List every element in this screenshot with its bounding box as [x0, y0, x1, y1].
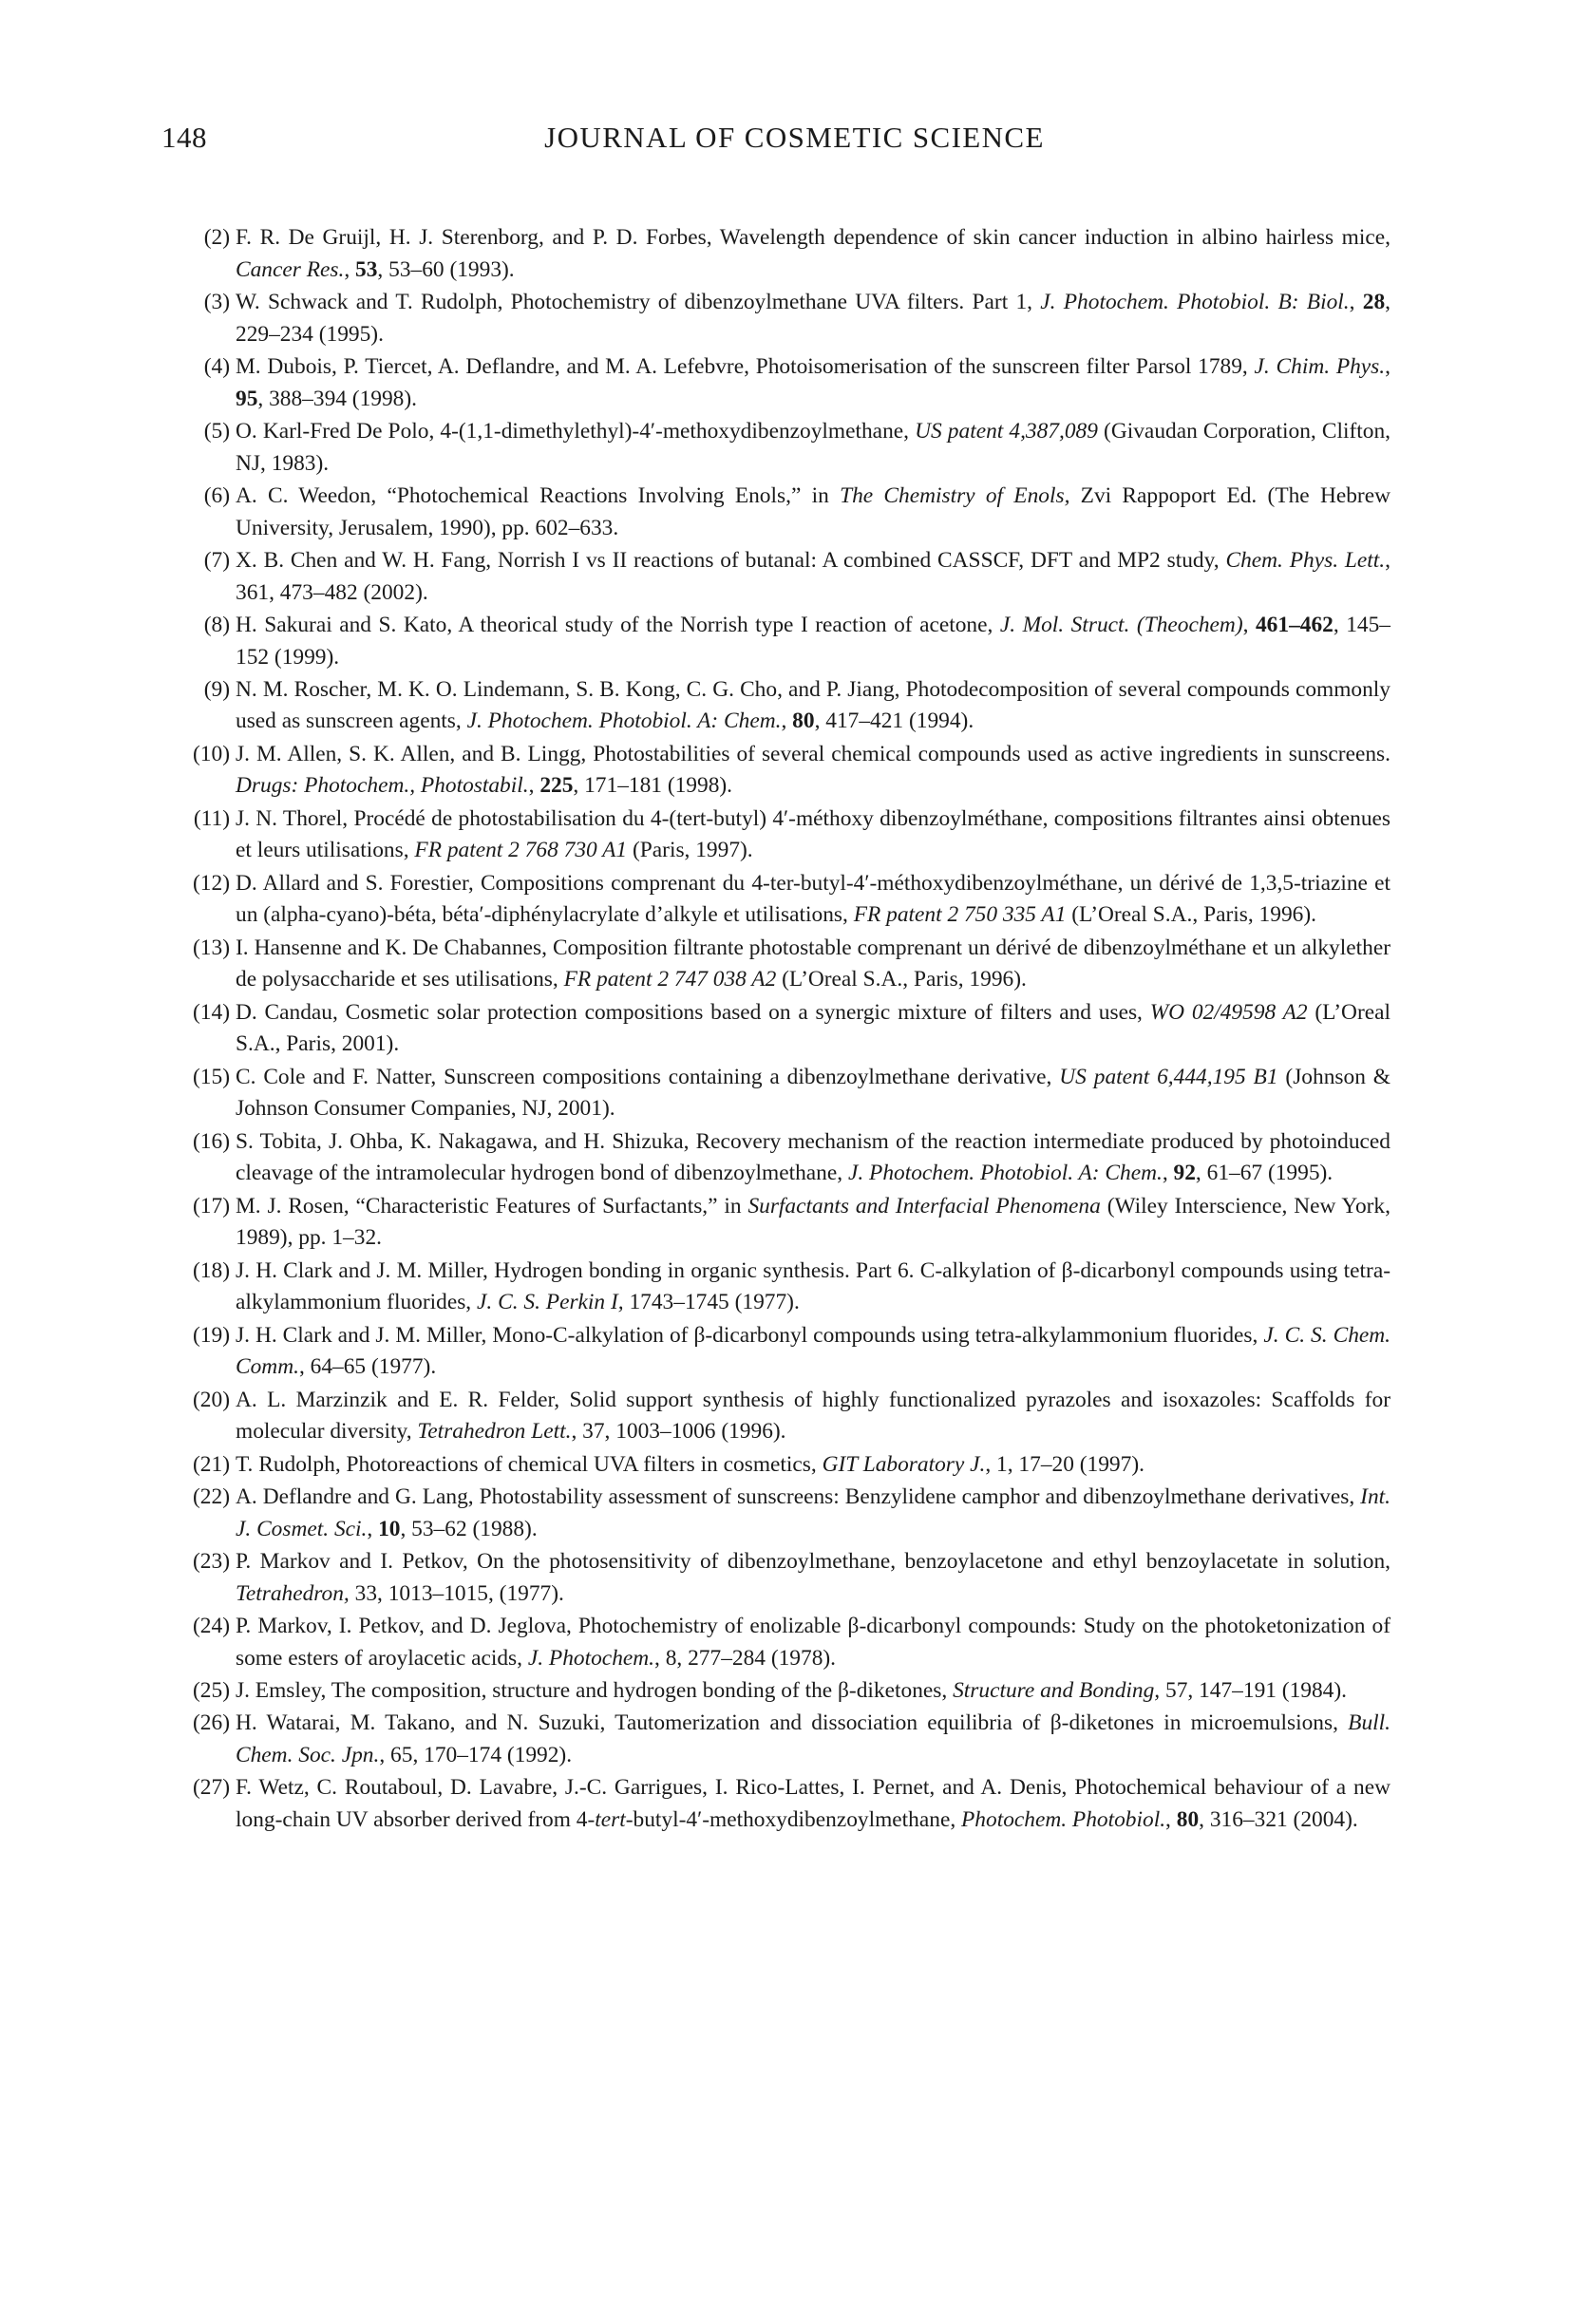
reference-number: (25): [193, 1678, 230, 1704]
reference-item: [179, 1708, 1390, 1771]
reference-text-segment: T. Rudolph, Photoreactions of chemical UVA filters in cosmetics,: [236, 1451, 823, 1477]
reference-volume: 225: [539, 773, 574, 799]
reference-italic-text: J. Photochem.: [527, 1645, 655, 1671]
reference-text-segment: D. Allard and S. Forestier, Compositions comprenant du 4-ter-butyl-4′-méthoxydibenzoylméthane, un dérivé de 1,3,5-triazine et un (alpha-cyano)-béta, béta′-diphénylacrylate d’alkyle et utilisations,: [236, 870, 1390, 928]
reference-text: [236, 1191, 1390, 1255]
reference-text: [236, 222, 1390, 286]
reference-italic-text: J. Photochem. Photobiol. A: Chem.: [847, 1161, 1163, 1186]
reference-text-segment: (L’Oreal S.A., Paris, 1996).: [1066, 902, 1316, 928]
reference-italic-text: J. Chim. Phys.: [1254, 353, 1386, 379]
reference-text-segment: H. Watarai, M. Takano, and N. Suzuki, Tautomerization and dissociation equilibria of β-diketones in microemulsions,: [236, 1710, 1349, 1736]
reference-italic-text: tert: [595, 1807, 626, 1833]
reference-number: (8): [203, 612, 230, 637]
reference-text-segment: I. Hansenne and K. De Chabannes, Composition filtrante photostable comprenant un dérivé de dibenzoylméthane et un alkylether de polysaccharide et ses utilisations,: [236, 935, 1390, 992]
reference-text-segment: J. N. Thorel, Procédé de photostabilisation du 4-(tert-butyl) 4′-méthoxy dibenzoylméthane, compositions filtrantes ainsi obtenues et leurs utilisations,: [236, 805, 1390, 863]
reference-text-segment: D. Candau, Cosmetic solar protection compositions based on a synergic mixture of filters and uses,: [236, 999, 1150, 1025]
reference-item: [179, 674, 1390, 738]
reference-item: [179, 803, 1390, 867]
reference-text: [236, 803, 1390, 867]
reference-italic-text: Chem. Phys. Lett.: [1225, 547, 1386, 573]
reference-text-segment: A. L. Marzinzik and E. R. Felder, Solid support synthesis of highly functionalized pyrazoles and isoxazoles: Scaffolds for molecular diversity,: [236, 1387, 1390, 1445]
reference-item: [179, 1675, 1390, 1708]
reference-number: (10): [193, 741, 230, 766]
reference-text: [236, 1708, 1390, 1771]
reference-text: [236, 1611, 1390, 1674]
reference-italic-text: J. C. S. Chem. Comm.: [236, 1322, 1391, 1380]
reference-text-segment: F. Wetz, C. Routaboul, D. Lavabre, J.-C. Garrigues, I. Rico-Lattes, I. Pernet, and A. Denis, Photochemical behaviour of a new long-chain UV absorber derived from 4-: [236, 1775, 1390, 1833]
reference-text-segment: (L’Oreal S.A., Paris, 1996).: [776, 967, 1027, 992]
reference-text-segment: , 37, 1003–1006 (1996).: [571, 1419, 786, 1445]
reference-number: (2): [203, 225, 230, 250]
reference-italic-text: FR patent 2 750 335 A1: [853, 902, 1067, 928]
reference-text-segment: ,: [781, 709, 793, 734]
reference-italic-text: J. Photochem. Photobiol. A: Chem.: [466, 709, 782, 734]
reference-text-segment: , 65, 170–174 (1992).: [379, 1743, 573, 1768]
reference-text-segment: J. H. Clark and J. M. Miller, Mono-C-alkylation of β-dicarbonyl compounds using tetra-alkylammonium fluorides,: [236, 1322, 1264, 1348]
reference-item: [179, 933, 1390, 996]
reference-item: [179, 1062, 1390, 1125]
reference-number: (21): [193, 1451, 230, 1477]
reference-text: [236, 933, 1390, 996]
reference-text: [236, 1385, 1390, 1448]
reference-text: [236, 1062, 1390, 1125]
reference-text: [236, 868, 1390, 932]
reference-text-segment: 33, 1013–1015, (1977).: [349, 1580, 564, 1606]
reference-volume: 461–462: [1255, 612, 1334, 637]
reference-volume: 10: [378, 1516, 401, 1541]
reference-number: (14): [193, 999, 230, 1025]
reference-item: [179, 1546, 1390, 1610]
reference-item: [179, 1482, 1390, 1545]
reference-text: [236, 1449, 1390, 1482]
reference-italic-text: FR patent 2 747 038 A2: [563, 967, 777, 992]
reference-item: [179, 481, 1390, 544]
reference-text: [236, 1126, 1390, 1190]
reference-number: (16): [193, 1128, 230, 1154]
reference-number: (3): [203, 289, 230, 314]
reference-italic-text: Photochem. Photobiol.: [961, 1807, 1166, 1833]
reference-text: [236, 1546, 1390, 1610]
reference-number: (19): [193, 1322, 230, 1348]
reference-text-segment: , 171–181 (1998).: [573, 773, 733, 799]
reference-number: (17): [193, 1193, 230, 1219]
reference-number: (7): [203, 547, 230, 573]
reference-text: [236, 997, 1390, 1061]
reference-item: [179, 1611, 1390, 1674]
reference-text-segment: , 145–152 (1999).: [236, 612, 1391, 670]
reference-text-segment: C. Cole and F. Natter, Sunscreen compositions containing a dibenzoylmethane derivative,: [236, 1064, 1060, 1089]
reference-item: [179, 351, 1390, 415]
reference-text-segment: ,: [1242, 612, 1256, 637]
reference-text-segment: , 417–421 (1994).: [814, 709, 974, 734]
reference-text: [236, 416, 1390, 480]
reference-volume: 92: [1173, 1161, 1196, 1186]
reference-italic-text: WO 02/49598 A2: [1149, 999, 1308, 1025]
reference-text: [236, 610, 1390, 673]
reference-item: [179, 610, 1390, 673]
page-number: 148: [161, 121, 207, 154]
reference-text: [236, 739, 1390, 803]
reference-italic-text: US patent 4,387,089: [915, 418, 1098, 444]
reference-text-segment: , 53–62 (1988).: [400, 1516, 538, 1541]
reference-text-segment: (Givaudan Corporation, Clifton, NJ, 1983).: [236, 418, 1391, 476]
reference-number: (9): [203, 676, 230, 702]
reference-italic-text: Int. J. Cosmet. Sci.: [236, 1484, 1390, 1541]
reference-text: [236, 1482, 1390, 1545]
reference-volume: 28: [1362, 289, 1386, 314]
reference-text-segment: , 1, 17–20 (1997).: [985, 1451, 1144, 1477]
reference-text-segment: ,: [1349, 289, 1363, 314]
reference-italic-text: The Chemistry of Enols,: [840, 482, 1070, 508]
reference-italic-text: US patent 6,444,195 B1: [1059, 1064, 1278, 1089]
reference-text-segment: , 229–234 (1995).: [236, 289, 1390, 347]
reference-text: [236, 1320, 1390, 1384]
reference-text: [236, 1675, 1390, 1708]
reference-item: [179, 868, 1390, 932]
reference-text-segment: N. M. Roscher, M. K. O. Lindemann, S. B. Kong, C. G. Cho, and P. Jiang, Photodecomposition of several compounds commonly used as sunscreen agents,: [236, 676, 1390, 734]
reference-text-segment: X. B. Chen and W. H. Fang, Norrish I vs II reactions of butanal: A combined CASSCF, DFT and MP2 study,: [236, 547, 1226, 573]
reference-item: [179, 739, 1390, 803]
reference-italic-text: Tetrahedron,: [236, 1580, 350, 1606]
reference-text: [236, 674, 1390, 738]
reference-text-segment: J. H. Clark and J. M. Miller, Hydrogen bonding in organic synthesis. Part 6. C-alkylation of β-dicarbonyl compounds using tetra-alkylammonium fluorides,: [236, 1257, 1390, 1315]
reference-italic-text: Surfactants and Interfacial Phenomena: [747, 1193, 1101, 1219]
reference-text-segment: ,: [367, 1516, 379, 1541]
reference-text-segment: A. Deflandre and G. Lang, Photostability assessment of sunscreens: Benzylidene camphor and dibenzoylmethane derivatives,: [236, 1484, 1361, 1510]
reference-text-segment: P. Markov, I. Petkov, and D. Jeglova, Photochemistry of enolizable β-dicarbonyl compounds: Study on the photoketonization of some esters of aroylacetic acids,: [236, 1614, 1390, 1671]
reference-text-segment: ,: [1162, 1161, 1174, 1186]
reference-text: [236, 545, 1390, 609]
reference-number: (13): [193, 935, 230, 960]
reference-number: (4): [203, 353, 230, 379]
reference-volume: 53: [355, 256, 378, 282]
reference-italic-text: Drugs: Photochem., Photostabil.: [236, 773, 529, 799]
reference-text: [236, 1772, 1390, 1836]
reference-item: [179, 287, 1390, 350]
reference-text-segment: , 361, 473–482 (2002).: [236, 547, 1390, 605]
reference-text: [236, 351, 1390, 415]
reference-italic-text: J. Photochem. Photobiol. B: Biol.: [1040, 289, 1350, 314]
reference-number: (26): [193, 1710, 230, 1736]
reference-text-segment: , 61–67 (1995).: [1195, 1161, 1334, 1186]
running-head: JOURNAL OF COSMETIC SCIENCE: [544, 121, 1045, 154]
reference-text-segment: W. Schwack and T. Rudolph, Photochemistry of dibenzoylmethane UVA filters. Part 1,: [236, 289, 1041, 314]
reference-item: [179, 1385, 1390, 1448]
reference-volume: 80: [1176, 1807, 1200, 1833]
reference-text-segment: ,: [1385, 353, 1390, 379]
reference-number: (11): [193, 805, 230, 831]
reference-italic-text: GIT Laboratory J.: [822, 1451, 986, 1477]
reference-item: [179, 1256, 1390, 1319]
reference-number: (5): [203, 418, 230, 444]
reference-italic-text: Cancer Res.: [236, 256, 345, 282]
reference-text-segment: , 388–394 (1998).: [257, 386, 418, 411]
reference-item: [179, 997, 1390, 1061]
reference-item: [179, 1320, 1390, 1384]
reference-number: (24): [193, 1614, 230, 1639]
reference-text-segment: Zvi Rappoport Ed. (The Hebrew University, Jerusalem, 1990), pp. 602–633.: [236, 482, 1390, 540]
reference-item: [179, 1449, 1390, 1482]
reference-text-segment: ,: [344, 256, 356, 282]
reference-text-segment: (L’Oreal S.A., Paris, 2001).: [236, 999, 1391, 1057]
reference-text: [236, 287, 1390, 350]
reference-text-segment: H. Sakurai and S. Kato, A theorical study of the Norrish type I reaction of acetone,: [236, 612, 1000, 637]
reference-text-segment: ,: [528, 773, 540, 799]
reference-text-segment: S. Tobita, J. Ohba, K. Nakagawa, and H. Shizuka, Recovery mechanism of the reaction intermediate produced by photoinduced cleavage of the intramolecular hydrogen bond of dibenzoylmethane,: [236, 1128, 1390, 1186]
reference-item: [179, 1191, 1390, 1255]
reference-text-segment: -butyl-4′-methoxydibenzoylmethane,: [625, 1807, 962, 1833]
reference-italic-text: Tetrahedron Lett.: [417, 1419, 572, 1445]
reference-italic-text: J. Mol. Struct. (Theochem): [999, 612, 1243, 637]
reference-item: [179, 222, 1390, 286]
reference-italic-text: Structure and Bonding,: [953, 1678, 1161, 1704]
reference-text-segment: , 316–321 (2004).: [1199, 1807, 1358, 1833]
reference-item: [179, 416, 1390, 480]
reference-text-segment: (Wiley Interscience, New York, 1989), pp. 1–32.: [236, 1193, 1390, 1251]
reference-text-segment: 57, 147–191 (1984).: [1160, 1678, 1348, 1704]
reference-text: [236, 1256, 1390, 1319]
reference-number: (23): [193, 1549, 230, 1575]
reference-text-segment: J. Emsley, The composition, structure and hydrogen bonding of the β-diketones,: [236, 1678, 954, 1704]
reference-text-segment: F. R. De Gruijl, H. J. Sterenborg, and P. D. Forbes, Wavelength dependence of skin cancer induction in albino hairless mice,: [236, 225, 1390, 250]
reference-number: (18): [193, 1257, 230, 1283]
reference-number: (20): [193, 1387, 230, 1412]
reference-text-segment: M. Dubois, P. Tiercet, A. Deflandre, and M. A. Lefebvre, Photoisomerisation of the sunscreen filter Parsol 1789,: [236, 353, 1255, 379]
reference-italic-text: Bull. Chem. Soc. Jpn.: [236, 1710, 1390, 1768]
reference-text-segment: , 8, 277–284 (1978).: [654, 1645, 837, 1671]
reference-number: (27): [193, 1775, 230, 1801]
reference-text-segment: 1743–1745 (1977).: [623, 1290, 800, 1315]
reference-item: [179, 1772, 1390, 1836]
reference-text-segment: (Johnson & Johnson Consumer Companies, NJ, 2001).: [236, 1064, 1390, 1122]
reference-text-segment: J. M. Allen, S. K. Allen, and B. Lingg, Photostabilities of several chemical compounds used as active ingredients in sunscreens.: [236, 741, 1390, 766]
reference-number: (6): [203, 482, 230, 508]
reference-italic-text: J. C. S. Perkin I,: [477, 1290, 624, 1315]
reference-text-segment: O. Karl-Fred De Polo, 4-(1,1-dimethylethyl)-4′-methoxydibenzoylmethane,: [236, 418, 916, 444]
reference-volume: 95: [236, 386, 258, 411]
reference-text-segment: (Paris, 1997).: [627, 838, 753, 863]
reference-text: [236, 481, 1390, 544]
reference-italic-text: FR patent 2 768 730 A1: [414, 838, 628, 863]
reference-number: (22): [193, 1484, 230, 1510]
reference-text-segment: A. C. Weedon, “Photochemical Reactions Involving Enols,” in: [236, 482, 841, 508]
reference-text-segment: , 53–60 (1993).: [377, 256, 515, 282]
reference-text-segment: P. Markov and I. Petkov, On the photosensitivity of dibenzoylmethane, benzoylacetone and ethyl benzoylacetate in solution,: [236, 1549, 1390, 1575]
reference-item: [179, 1126, 1390, 1190]
reference-text-segment: M. J. Rosen, “Characteristic Features of Surfactants,” in: [236, 1193, 748, 1219]
reference-text-segment: ,: [1165, 1807, 1177, 1833]
reference-number: (12): [193, 870, 230, 896]
reference-text-segment: , 64–65 (1977).: [298, 1354, 437, 1380]
reference-volume: 80: [792, 709, 815, 734]
reference-item: [179, 545, 1390, 609]
reference-list: [179, 222, 1390, 1837]
reference-number: (15): [193, 1064, 230, 1089]
